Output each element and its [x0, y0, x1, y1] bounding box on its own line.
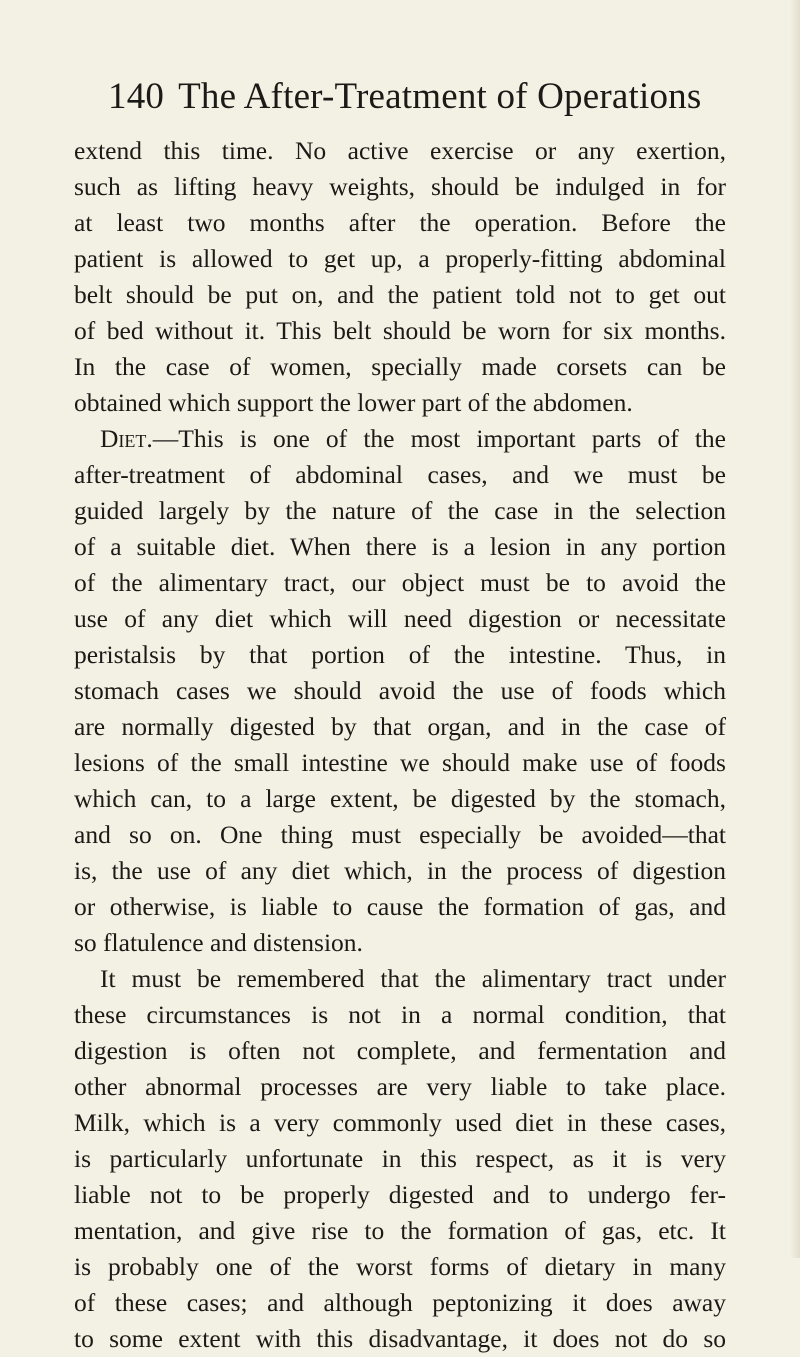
body-text	[74, 133, 726, 1357]
text-line: are normally digested by that organ, and in the case of	[74, 712, 726, 741]
text-line: such as lifting heavy weights, should be indulged in for	[74, 172, 726, 201]
text-line: which can, to a large extent, be digested by the stomach,	[74, 784, 726, 813]
text-line: to some extent with this disadvantage, it does not do so	[74, 1324, 726, 1353]
text-line: is, the use of any diet which, in the process of digestion	[74, 856, 726, 885]
text-line: Milk, which is a very commonly used diet in these cases,	[74, 1108, 726, 1137]
text-line: and so on. One thing must especially be avoided—that	[74, 820, 726, 849]
text-line: other abnormal processes are very liable to take place.	[74, 1072, 726, 1101]
text-line: mentation, and give rise to the formation of gas, etc. It	[74, 1216, 726, 1245]
running-title: The After-Treatment of Operations	[178, 76, 702, 117]
text-line: lesions of the small intestine we should make use of foods	[74, 748, 726, 777]
text-line: —This is one of the most important parts of the	[152, 424, 726, 453]
page-number: 140	[108, 76, 165, 117]
text-line: stomach cases we should avoid the use of foods which	[74, 676, 726, 705]
text-line: of the alimentary tract, our object must be to avoid the	[74, 568, 726, 597]
text-line: so flatulence and distension.	[74, 928, 363, 957]
text-line: liable not to be properly digested and to undergo fer-	[74, 1180, 726, 1209]
text-line: It must be remembered that the alimentary tract under	[100, 964, 726, 993]
section-heading: Diet.	[100, 424, 153, 453]
text-line: guided largely by the nature of the case in the selection	[74, 496, 726, 525]
text-line: patient is allowed to get up, a properly-fitting abdominal	[74, 244, 726, 273]
text-line-with-heading	[74, 421, 726, 457]
text-line: belt should be put on, and the patient told not to get out	[74, 280, 726, 309]
text-line: of bed without it. This belt should be worn for six months.	[74, 316, 726, 345]
text-line: after-treatment of abdominal cases, and we must be	[74, 460, 726, 489]
text-line: peristalsis by that portion of the intestine. Thus, in	[74, 640, 726, 669]
page-edge-shadow	[790, 0, 800, 1258]
text-line: digestion is often not complete, and fermentation and	[74, 1036, 726, 1065]
text-line: of these cases; and although peptonizing it does away	[74, 1288, 726, 1317]
text-line: these circumstances is not in a normal condition, that	[74, 1000, 726, 1029]
text-line: In the case of women, specially made corsets can be	[74, 352, 726, 381]
text-line: use of any diet which will need digestion or necessitate	[74, 604, 726, 633]
text-line: or otherwise, is liable to cause the formation of gas, and	[74, 892, 726, 921]
text-line: is probably one of the worst forms of dietary in many	[74, 1252, 726, 1281]
running-header	[108, 72, 708, 122]
text-line: obtained which support the lower part of the abdomen.	[74, 388, 633, 417]
text-line: is particularly unfortunate in this respect, as it is very	[74, 1144, 726, 1173]
text-line: of a suitable diet. When there is a lesion in any portion	[74, 532, 726, 561]
text-line: at least two months after the operation. Before the	[74, 208, 726, 237]
text-line: extend this time. No active exercise or any exertion,	[74, 136, 726, 165]
